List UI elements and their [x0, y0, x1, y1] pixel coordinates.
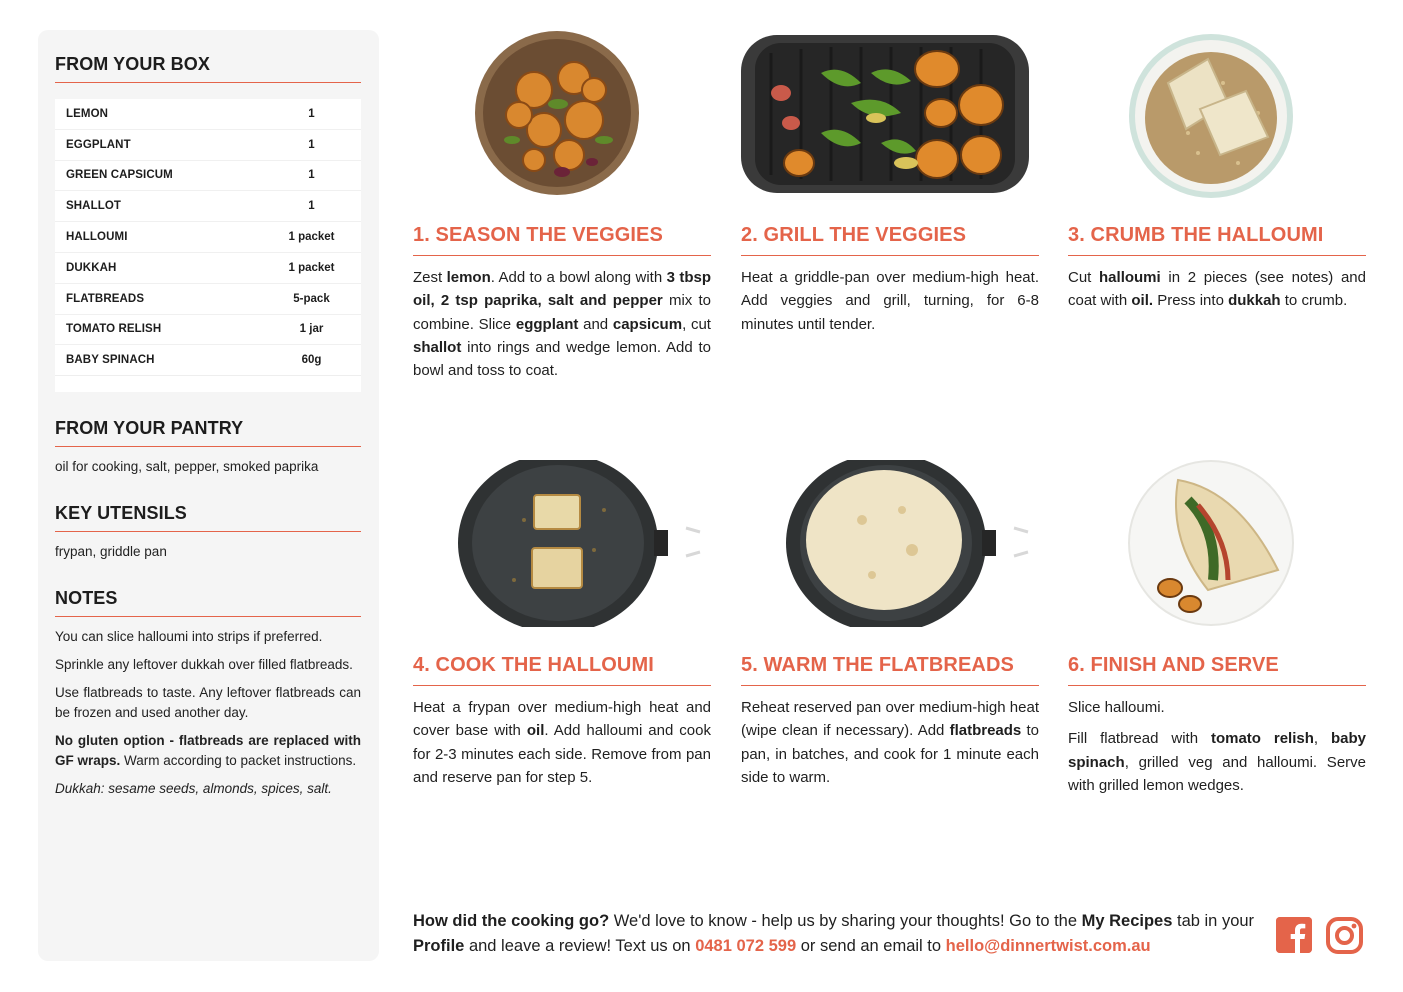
- step-4-title: 4. COOK THE HALLOUMI: [413, 654, 711, 686]
- ingredient-qty: 1 packet: [288, 261, 335, 274]
- step-5-photo: [782, 460, 1032, 627]
- instagram-icon[interactable]: [1326, 917, 1363, 954]
- ingredient-qty: 5-pack: [293, 292, 330, 305]
- table-row: [55, 222, 361, 253]
- ingredient-qty: 1: [308, 107, 315, 120]
- step-2-title: 2. GRILL THE VEGGIES: [741, 224, 1039, 256]
- ingredient-name: DUKKAH: [66, 261, 117, 274]
- step-4-photo: [454, 460, 704, 627]
- notes-section: [55, 588, 361, 799]
- step-1-photo: [474, 30, 640, 196]
- notes-heading: NOTES: [55, 588, 361, 617]
- utensils-section: [55, 503, 361, 562]
- note-4-bold: No gluten option - flatbreads are replaced with GF wraps.: [55, 733, 361, 769]
- feedback-footer: How did the cooking go? We'd love to know - help us by sharing your thoughts! Go to the My Recipes tab in your Profile and leave a review! Text us on 0481 072 599 or send an email to hello@dinnertwist.com.au: [413, 912, 1255, 955]
- ingredient-name: LEMON: [66, 107, 109, 120]
- utensils-text: frypan, griddle pan: [55, 544, 167, 560]
- step-6-body: Slice halloumi. Fill flatbread with tomato relish, baby spinach, grilled veg and halloumi. Serve with grilled lemon wedges.: [1068, 699, 1366, 794]
- step-1-title: 1. SEASON THE VEGGIES: [413, 224, 711, 256]
- ingredient-name: TOMATO RELISH: [66, 323, 162, 336]
- ingredient-qty: 1 jar: [299, 323, 324, 336]
- ingredient-name: HALLOUMI: [66, 231, 128, 244]
- phone-link[interactable]: 0481 072 599: [695, 937, 797, 955]
- step-5-body: Reheat reserved pan over medium-high heat (wipe clean if necessary). Add flatbreads to pan, in batches, and cook for 1 minute each side to warm.: [741, 699, 1039, 786]
- note-2: Sprinkle any leftover dukkah over filled flatbreads.: [55, 657, 353, 673]
- pantry-heading: FROM YOUR PANTRY: [55, 418, 361, 447]
- step-3-photo: [1128, 33, 1294, 199]
- note-5: [55, 779, 361, 799]
- table-row: [55, 130, 361, 161]
- pantry-section: [55, 418, 361, 477]
- ingredient-qty: 1: [308, 200, 315, 213]
- step-2-photo: [741, 33, 1029, 195]
- ingredient-name: SHALLOT: [66, 200, 121, 213]
- table-row: [55, 191, 361, 222]
- pantry-text: oil for cooking, salt, pepper, smoked paprika: [55, 459, 319, 475]
- ingredient-qty: 1: [308, 138, 315, 151]
- ingredients-sidebar: [38, 30, 379, 961]
- ingredient-name: GREEN CAPSICUM: [66, 169, 173, 182]
- table-row: [55, 315, 361, 346]
- table-row: [55, 253, 361, 284]
- box-heading: FROM YOUR BOX: [55, 54, 361, 83]
- note-3: Use flatbreads to taste. Any leftover flatbreads can be frozen and used another day.: [55, 685, 361, 721]
- step-2-body: Heat a griddle-pan over medium-high heat. Add veggies and grill, turning, for 6-8 minutes until tender.: [741, 269, 1039, 333]
- ingredient-name: BABY SPINACH: [66, 354, 155, 367]
- ingredient-qty: 1 packet: [288, 231, 335, 244]
- step-6-photo: [1128, 460, 1294, 626]
- facebook-icon[interactable]: [1276, 917, 1312, 953]
- table-row: [55, 161, 361, 192]
- step-3-title: 3. CRUMB THE HALLOUMI: [1068, 224, 1366, 256]
- note-5-italic: Dukkah: sesame seeds, almonds, spices, salt.: [55, 781, 332, 797]
- step-3-body: Cut halloumi in 2 pieces (see notes) and coat with oil. Press into dukkah to crumb.: [1068, 269, 1366, 310]
- table-row: [55, 345, 361, 376]
- ingredient-qty: 1: [308, 169, 315, 182]
- ingredient-name: EGGPLANT: [66, 138, 131, 151]
- email-link[interactable]: hello@dinnertwist.com.au: [945, 937, 1151, 955]
- note-1: You can slice halloumi into strips if preferred.: [55, 629, 323, 645]
- step-1-body: Zest lemon. Add to a bowl along with 3 tbsp oil, 2 tsp paprika, salt and pepper mix to combine. Slice eggplant and capsicum, cut shallot into rings and wedge lemon. Add to bowl and toss to coat.: [413, 269, 711, 380]
- step-5-title: 5. WARM THE FLATBREADS: [741, 654, 1039, 686]
- step-6-title: 6. FINISH AND SERVE: [1068, 654, 1366, 686]
- note-4: [55, 731, 361, 771]
- ingredient-name: FLATBREADS: [66, 292, 145, 305]
- table-row: [55, 99, 361, 130]
- utensils-heading: KEY UTENSILS: [55, 503, 361, 532]
- step-4-body: Heat a frypan over medium-high heat and cover base with oil. Add halloumi and cook for 2-3 minutes each side. Remove from pan and reserve pan for step 5.: [413, 699, 711, 786]
- ingredient-qty: 60g: [301, 354, 322, 367]
- box-ingredients-table: [55, 99, 361, 392]
- table-row: [55, 284, 361, 315]
- note-4-rest: Warm according to packet instructions.: [120, 753, 357, 769]
